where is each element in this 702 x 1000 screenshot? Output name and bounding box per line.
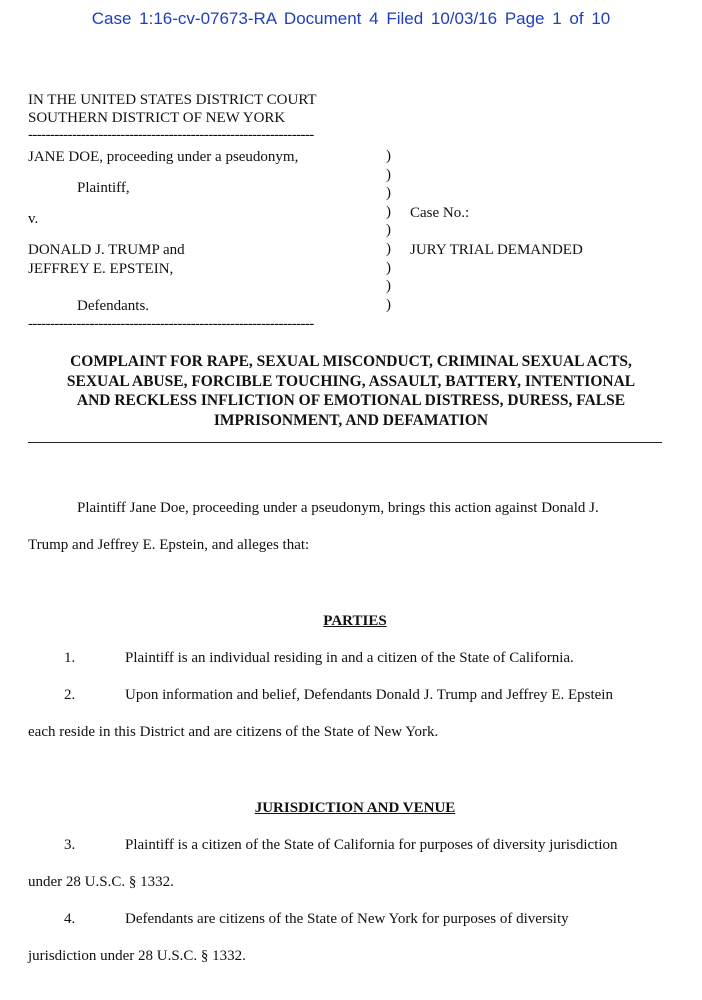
paragraph-number: 4. — [64, 911, 76, 927]
paragraph-2-line-1: Upon information and belief, Defendants Donald J. Trump and Jeffrey E. Epstein — [125, 687, 613, 703]
paragraph-4-line-1: Defendants are citizens of the State of New York for purposes of diversity — [125, 911, 569, 927]
paren: ) — [386, 185, 391, 202]
paren: ) — [386, 222, 391, 239]
court-name — [28, 91, 317, 127]
versus: v. — [28, 211, 39, 227]
title-line: IMPRISONMENT, AND DEFAMATION — [213, 411, 489, 429]
title-line: SEXUAL ABUSE, FORCIBLE TOUCHING, ASSAULT, BATTERY, INTENTIONAL — [66, 372, 636, 390]
intro-line-1: Plaintiff Jane Doe, proceeding under a pseudonym, brings this action against Donald J. — [77, 500, 599, 516]
complaint-title — [0, 352, 702, 430]
case-number: Case 1:16-cv-07673-RA — [91, 9, 277, 28]
paren: ) — [386, 166, 391, 183]
plaintiff-name: JANE DOE, proceeding under a pseudonym, — [28, 149, 299, 165]
document-number: Document 4 — [283, 9, 379, 28]
title-rule — [28, 442, 662, 443]
section-heading-jurisdiction: JURISDICTION AND VENUE — [254, 800, 456, 816]
filed-date: Filed 10/03/16 — [386, 9, 498, 28]
paren: ) — [386, 203, 391, 220]
paren: ) — [386, 240, 391, 257]
paren: ) — [386, 259, 391, 276]
court-line-1: IN THE UNITED STATES DISTRICT COURT — [28, 92, 317, 108]
paragraph-3-line-1: Plaintiff is a citizen of the State of California for purposes of diversity jurisdiction — [125, 837, 618, 853]
paragraph-1-line-1: Plaintiff is an individual residing in and a citizen of the State of California. — [125, 650, 574, 666]
section-heading-parties: PARTIES — [323, 613, 387, 629]
plaintiff-role: Plaintiff, — [77, 180, 130, 196]
defendant-role: Defendants. — [77, 298, 150, 314]
title-line: COMPLAINT FOR RAPE, SEXUAL MISCONDUCT, CRIMINAL SEXUAL ACTS, — [70, 353, 632, 370]
ecf-header — [0, 9, 702, 29]
court-line-2: SOUTHERN DISTRICT OF NEW YORK — [28, 110, 286, 126]
paragraph-number: 2. — [64, 687, 76, 703]
paragraph-number: 1. — [64, 650, 76, 666]
defendant-2: JEFFREY E. EPSTEIN, — [28, 261, 174, 277]
title-line: AND RECKLESS INFLICTION OF EMOTIONAL DISTRESS, DURESS, FALSE — [76, 392, 626, 409]
paragraph-3-line-2: under 28 U.S.C. § 1332. — [28, 874, 174, 890]
case-no-label: Case No.: — [410, 205, 470, 221]
paren: ) — [386, 296, 391, 313]
paren: ) — [386, 148, 391, 164]
paren: ) — [386, 278, 391, 295]
jury-demand: JURY TRIAL DEMANDED — [410, 242, 583, 258]
caption-separator-top: ----------------------------------------------------------------- — [28, 127, 314, 143]
paragraph-2-line-2: each reside in this District and are citizens of the State of New York. — [28, 724, 439, 740]
page-indicator: Page 1 of 10 — [504, 9, 611, 28]
paragraph-4-line-2: jurisdiction under 28 U.S.C. § 1332. — [28, 948, 246, 964]
defendant-1: DONALD J. TRUMP and — [28, 242, 185, 258]
caption-parens — [386, 147, 396, 314]
caption-separator-bottom: ----------------------------------------------------------------- — [28, 316, 314, 332]
paragraph-number: 3. — [64, 837, 76, 853]
intro-line-2: Trump and Jeffrey E. Epstein, and alleges that: — [28, 537, 310, 553]
